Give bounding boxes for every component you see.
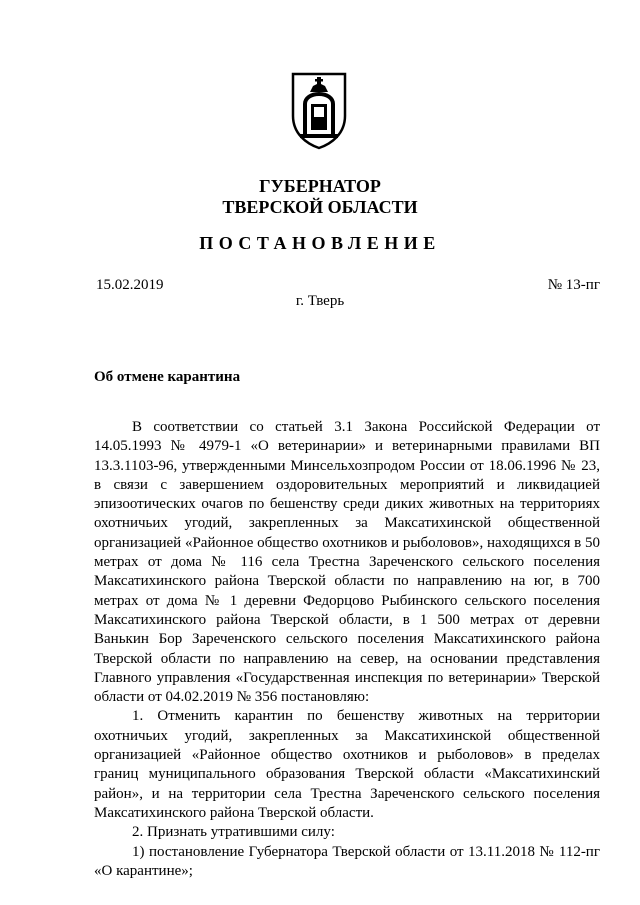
clause-1-paragraph: 1. Отменить карантин по бешенству животных на территории охотничьих угодий, закрепленных за Максатихинской общественной организацией «Районное общество охотников и рыболовов» в пределах границ муниципального образования Тверской области «Максатихинский район», и на территории села Трестна Зареченского сельского поселения Максатихинского района Тверской области. xyxy=(94,708,600,821)
document-city: г. Тверь xyxy=(295,293,345,309)
coat-of-arms-icon xyxy=(291,72,347,150)
region-title: ТВЕРСКОЙ ОБЛАСТИ xyxy=(222,197,418,217)
governor-title: ГУБЕРНАТОР xyxy=(259,176,381,196)
document-date: 15.02.2019 xyxy=(96,277,164,293)
document-number: № 13-пг xyxy=(547,277,600,293)
document-subject: Об отмене карантина xyxy=(94,369,241,385)
preamble-paragraph: В соответствии со статьей 3.1 Закона Российской Федерации от 14.05.1993 № 4979-1 «О ветеринарии» и ветеринарными правилами ВП 13.3.1103-96, утвержденными Минсельхозпродом России от 18.06.1996 № 23, в связи с завершением оздоровительных мероприятий и ликвидацией эпизоотических очагов по бешенству среди диких животных на территориях охотничьих угодий, закрепленных за Максатихинской общественной организацией «Районное общество охотников и рыболовов», находящихся в 50 метрах от дома № 116 села Трестна Зареченского сельского поселения Максатихинского района Тверской области по направлению на юг, в 700 метрах от дома № 1 деревни Федорцово Рыбинского сельского поселения Максатихинского района Тверской области, в 1 500 метрах от деревни Ванькин Бор Зареченского сельского поселения Максатихинского района Тверской области по направлению на север, на основании представления Главного управления «Государственная инспекция по ветеринарии» Тверской области от 04.02.2019 № 356 постановляю: xyxy=(94,419,600,706)
document-body xyxy=(94,418,600,881)
clause-2-1-paragraph: 1) постановление Губернатора Тверской области от 13.11.2018 № 112-пг «О карантине»; xyxy=(94,843,600,879)
document-type: ПОСТАНОВЛЕНИЕ xyxy=(199,233,441,253)
clause-2-paragraph: 2. Признать утратившими силу: xyxy=(132,824,335,841)
